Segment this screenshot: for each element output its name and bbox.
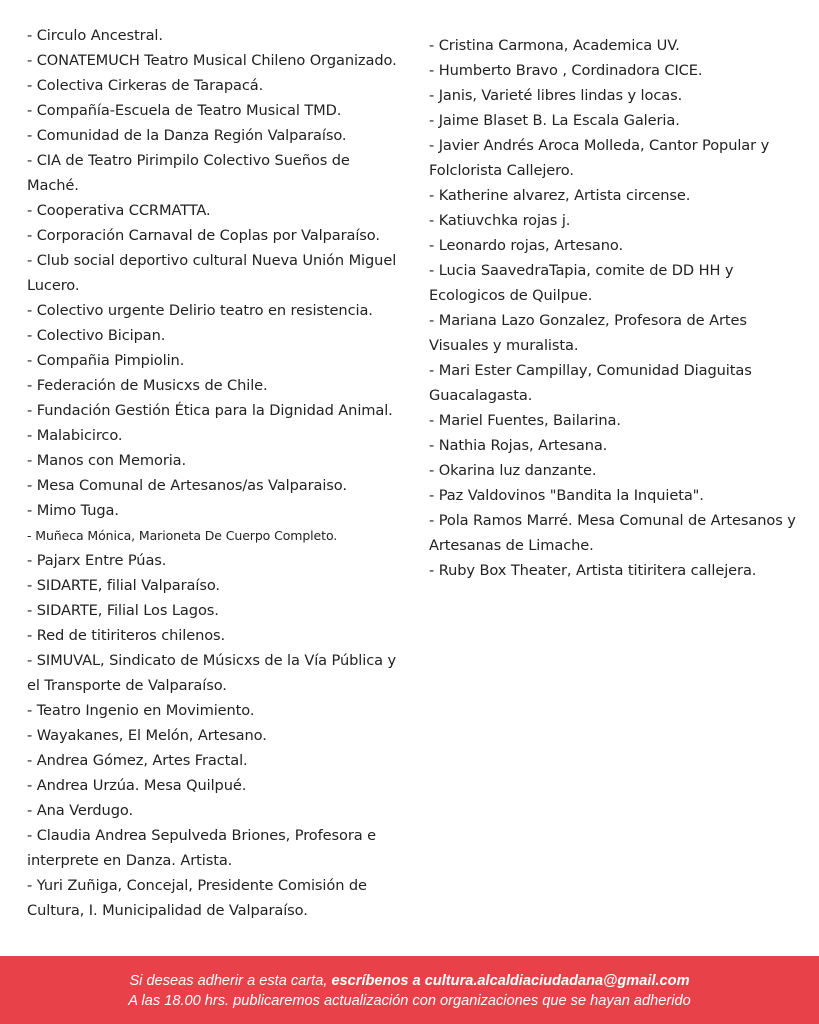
list-item: - Colectivo Bicipan. — [27, 327, 166, 344]
list-item: - CONATEMUCH Teatro Musical Chileno Organizado. — [27, 52, 397, 69]
list-item: - Ruby Box Theater, Artista titiritera callejera. — [429, 562, 757, 579]
list-item: - Muñeca Mónica, Marioneta De Cuerpo Completo. — [27, 528, 338, 543]
list-item: - Compañía-Escuela de Teatro Musical TMD. — [27, 102, 342, 119]
footer-email[interactable]: escríbenos a cultura.alcaldiaciudadana@gmail.com — [331, 973, 690, 989]
list-item: - Teatro Ingenio en Movimiento. — [27, 702, 255, 719]
list-item: - Leonardo rojas, Artesano. — [429, 237, 624, 254]
list-item: - Mimo Tuga. — [27, 502, 119, 519]
list-item: - Mariana Lazo Gonzalez, Profesora de Artes Visuales y muralista. — [429, 312, 747, 354]
right-column — [429, 33, 804, 583]
list-item: - Cooperativa CCRMATTA. — [27, 202, 211, 219]
left-column — [27, 23, 397, 923]
list-item: - Wayakanes, El Melón, Artesano. — [27, 727, 267, 744]
list-item: - SIDARTE, filial Valparaíso. — [27, 577, 220, 594]
list-item: - Corporación Carnaval de Coplas por Valparaíso. — [27, 227, 380, 244]
list-item: - Katiuvchka rojas j. — [429, 212, 571, 229]
list-item: - CIA de Teatro Pirimpilo Colectivo Sueños de Maché. — [27, 152, 350, 194]
list-item: - Manos con Memoria. — [27, 452, 187, 469]
list-item: - Lucia SaavedraTapia, comite de DD HH y Ecologicos de Quilpue. — [429, 262, 734, 304]
list-item: - Pola Ramos Marré. Mesa Comunal de Artesanos y Artesanas de Limache. — [429, 512, 796, 554]
list-item: - Andrea Gómez, Artes Fractal. — [27, 752, 248, 769]
list-item: - Colectiva Cirkeras de Tarapacá. — [27, 77, 264, 94]
list-item: - Janis, Varieté libres lindas y locas. — [429, 87, 683, 104]
list-item: - Claudia Andrea Sepulveda Briones, Profesora e interprete en Danza. Artista. — [27, 827, 377, 869]
list-item: - Colectivo urgente Delirio teatro en resistencia. — [27, 302, 373, 319]
list-item: - Yuri Zuñiga, Concejal, Presidente Comisión de Cultura, I. Municipalidad de Valparaíso. — [27, 877, 367, 919]
list-item: - Andrea Urzúa. Mesa Quilpué. — [27, 777, 247, 794]
list-item: - SIDARTE, Filial Los Lagos. — [27, 602, 219, 619]
list-item: - Jaime Blaset B. La Escala Galeria. — [429, 112, 680, 129]
list-item: - SIMUVAL, Sindicato de Músicxs de la Vía Pública y el Transporte de Valparaíso. — [27, 652, 397, 694]
list-item: - Mesa Comunal de Artesanos/as Valparaiso. — [27, 477, 347, 494]
list-item: - Mari Ester Campillay, Comunidad Diaguitas Guacalagasta. — [429, 362, 752, 404]
list-item: - Javier Andrés Aroca Molleda, Cantor Popular y Folclorista Callejero. — [429, 137, 770, 179]
footer-banner — [0, 956, 819, 1024]
list-item: - Nathia Rojas, Artesana. — [429, 437, 608, 454]
list-item: - Ana Verdugo. — [27, 802, 133, 819]
list-item: - Humberto Bravo , Cordinadora CICE. — [429, 62, 703, 79]
list-item: - Pajarx Entre Púas. — [27, 552, 167, 569]
list-item: - Federación de Musicxs de Chile. — [27, 377, 268, 394]
footer-line-1 — [0, 971, 819, 991]
list-item: - Red de titiriteros chilenos. — [27, 627, 226, 644]
list-item: - Compañia Pimpiolin. — [27, 352, 185, 369]
footer-invite-text: Si deseas adherir a esta carta, — [129, 973, 332, 989]
list-item: - Malabicirco. — [27, 427, 123, 444]
list-item: - Mariel Fuentes, Bailarina. — [429, 412, 621, 429]
list-item: - Paz Valdovinos "Bandita la Inquieta". — [429, 487, 704, 504]
list-item: - Fundación Gestión Ética para la Dignidad Animal. — [27, 402, 393, 419]
list-item: - Club social deportivo cultural Nueva Unión Miguel Lucero. — [27, 252, 397, 294]
list-item: - Okarina luz danzante. — [429, 462, 597, 479]
list-item: - Comunidad de la Danza Región Valparaíso. — [27, 127, 347, 144]
list-item: - Cristina Carmona, Academica UV. — [429, 37, 680, 54]
footer-line-2: A las 18.00 hrs. publicaremos actualización con organizaciones que se hayan adherido — [128, 993, 691, 1009]
list-item: - Katherine alvarez, Artista circense. — [429, 187, 691, 204]
list-item: - Circulo Ancestral. — [27, 27, 163, 44]
